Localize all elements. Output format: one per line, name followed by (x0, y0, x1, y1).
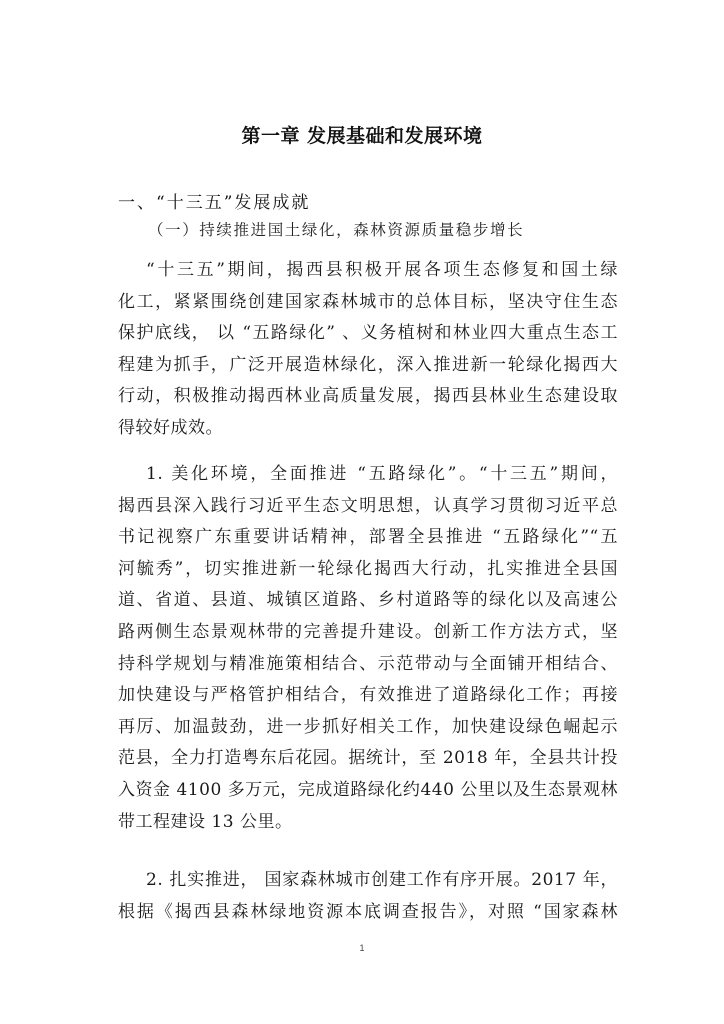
paragraph-line: 揭西县深入践行习近平生态文明思想，认真学习贯彻习近平总 (118, 495, 618, 516)
paragraph-line: 道、省道、县道、城镇区道路、乡村道路等的绿化以及高速公 (118, 590, 618, 611)
page-number: 1 (359, 943, 365, 953)
paragraph-line: 程建为抓手，广泛开展造林绿化，深入推进新一轮绿化揭西大 (118, 354, 618, 375)
paragraph-2 (118, 459, 618, 838)
paragraph-line: 入资金 4100 多万元，完成道路绿化约440 公里以及生态景观林 (118, 779, 618, 800)
paragraph-line: 得较好成效。 (118, 417, 223, 438)
paragraph-line: 化工，紧紧围绕创建国家森林城市的总体目标，坚决守住生态 (118, 291, 618, 312)
subsection-heading: （一）持续推进国土绿化，森林资源质量稳步增长 (148, 221, 525, 239)
paragraph-line: 加快建设与严格管护相结合，有效推进了道路绿化工作；再接 (118, 685, 618, 706)
section-heading: 一、“十三五”发展成就 (118, 193, 311, 213)
chapter-title: 第一章 发展基础和发展环境 (241, 125, 483, 147)
paragraph-line: 带工程建设 13 公里。 (118, 811, 293, 832)
paragraph-line: 1. 美化环境，全面推进 “五路绿化”。“十三五”期间， (146, 464, 618, 484)
paragraph-line: 2. 扎实推进， 国家森林城市创建工作有序开展。2017 年， (146, 870, 618, 890)
paragraph-line: 行动，积极推动揭西林业高质量发展，揭西县林业生态建设取 (118, 386, 618, 407)
paragraph-3 (118, 865, 618, 928)
paragraph-line: 持科学规划与精准施策相结合、示范带动与全面铺开相结合、 (118, 653, 618, 674)
paragraph-line: 河毓秀”，切实推进新一轮绿化揭西大行动，扎实推进全县国 (118, 558, 618, 579)
paragraph-line: 保护底线， 以 “五路绿化” 、义务植树和林业四大重点生态工 (118, 323, 618, 344)
paragraph-line: 再厉、加温鼓劲，进一步抓好相关工作，加快建设绿色崛起示 (118, 716, 618, 737)
paragraph-line: “十三五”期间，揭西县积极开展各项生态修复和国土绿 (146, 260, 618, 280)
paragraph-line: 根据《揭西县森林绿地资源本底调查报告》，对照 “国家森林 (118, 901, 618, 922)
paragraph-line: 路两侧生态景观林带的完善提升建设。创新工作方法方式，坚 (118, 621, 618, 642)
paragraph-line: 范县，全力打造粤东后花园。据统计，至 2018 年，全县共计投 (118, 748, 618, 769)
paragraph-1 (118, 255, 618, 445)
paragraph-line: 书记视察广东重要讲话精神，部署全县推进 “五路绿化”“五 (118, 527, 618, 548)
